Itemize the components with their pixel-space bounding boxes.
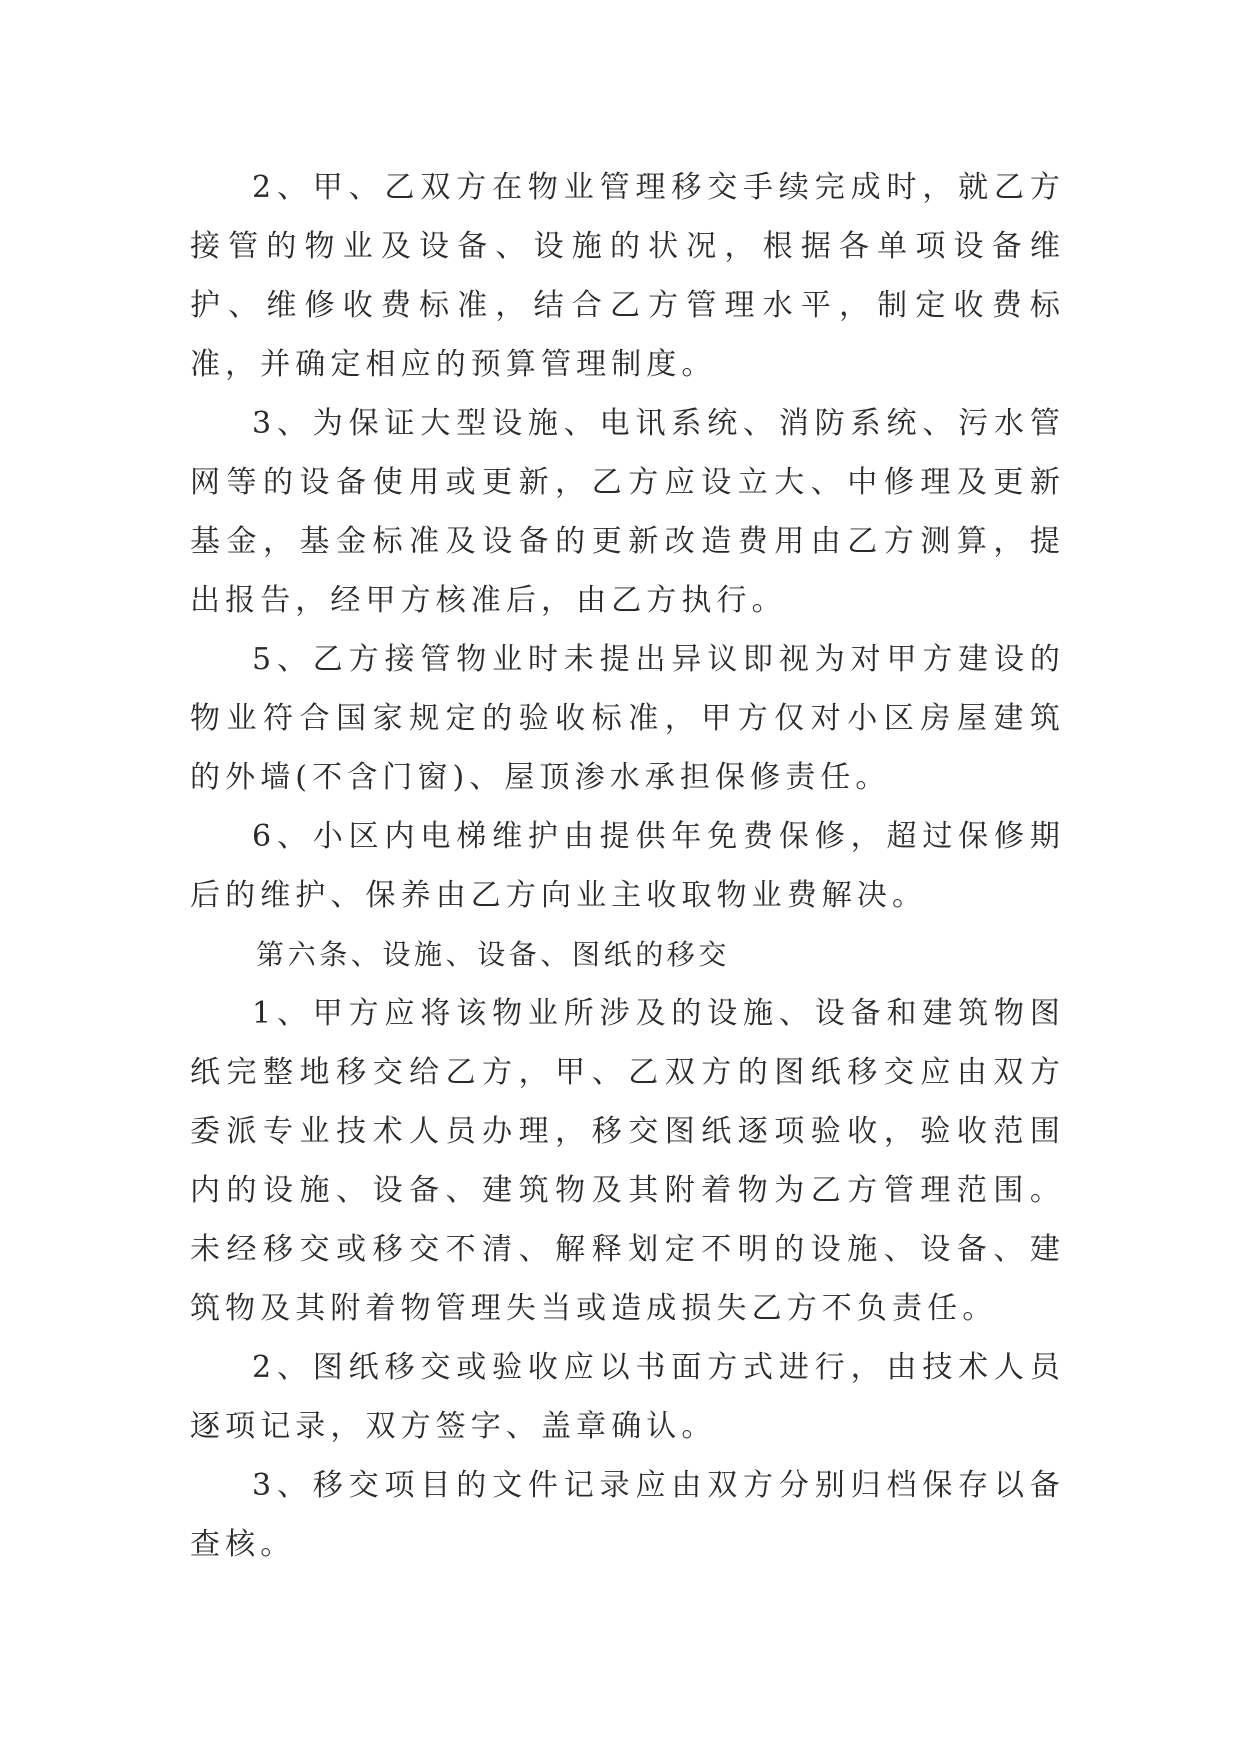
paragraph-article-6-item-3: 3、移交项目的文件记录应由双方分别归档保存以备查核。: [190, 1468, 1065, 1562]
document-body: [190, 158, 1065, 1574]
paragraph-clause-2: 2、甲、乙双方在物业管理移交手续完成时，就乙方接管的物业及设备、设施的状况，根据各单项设备维护、维修收费标准，结合乙方管理水平，制定收费标准，并确定相应的预算管理制度。: [190, 170, 1065, 382]
paragraph-clause-5: 5、乙方接管物业时未提出异议即视为对甲方建设的物业符合国家规定的验收标准，甲方仅对小区房屋建筑的外墙(不含门窗)、屋顶渗水承担保修责任。: [190, 642, 1065, 795]
section-heading-article-6: 第六条、设施、设备、图纸的移交: [256, 938, 731, 971]
paragraph-article-6-item-2: 2、图纸移交或验收应以书面方式进行，由技术人员逐项记录，双方签字、盖章确认。: [190, 1350, 1065, 1444]
paragraph-clause-3: 3、为保证大型设施、电讯系统、消防系统、污水管网等的设备使用或更新，乙方应设立大、中修理及更新基金，基金标准及设备的更新改造费用由乙方测算，提出报告，经甲方核准后，由乙方执行。: [190, 406, 1065, 618]
paragraph-clause-6: 6、小区内电梯维护由提供年免费保修，超过保修期后的维护、保养由乙方向业主收取物业费解决。: [190, 819, 1065, 913]
paragraph-article-6-item-1: 1、甲方应将该物业所涉及的设施、设备和建筑物图纸完整地移交给乙方，甲、乙双方的图纸移交应由双方委派专业技术人员办理，移交图纸逐项验收，验收范围内的设施、设备、建筑物及其附着物为乙方管理范围。未经移交或移交不清、解释划定不明的设施、设备、建筑物及其附着物管理失当或造成损失乙方不负责任。: [190, 996, 1065, 1326]
